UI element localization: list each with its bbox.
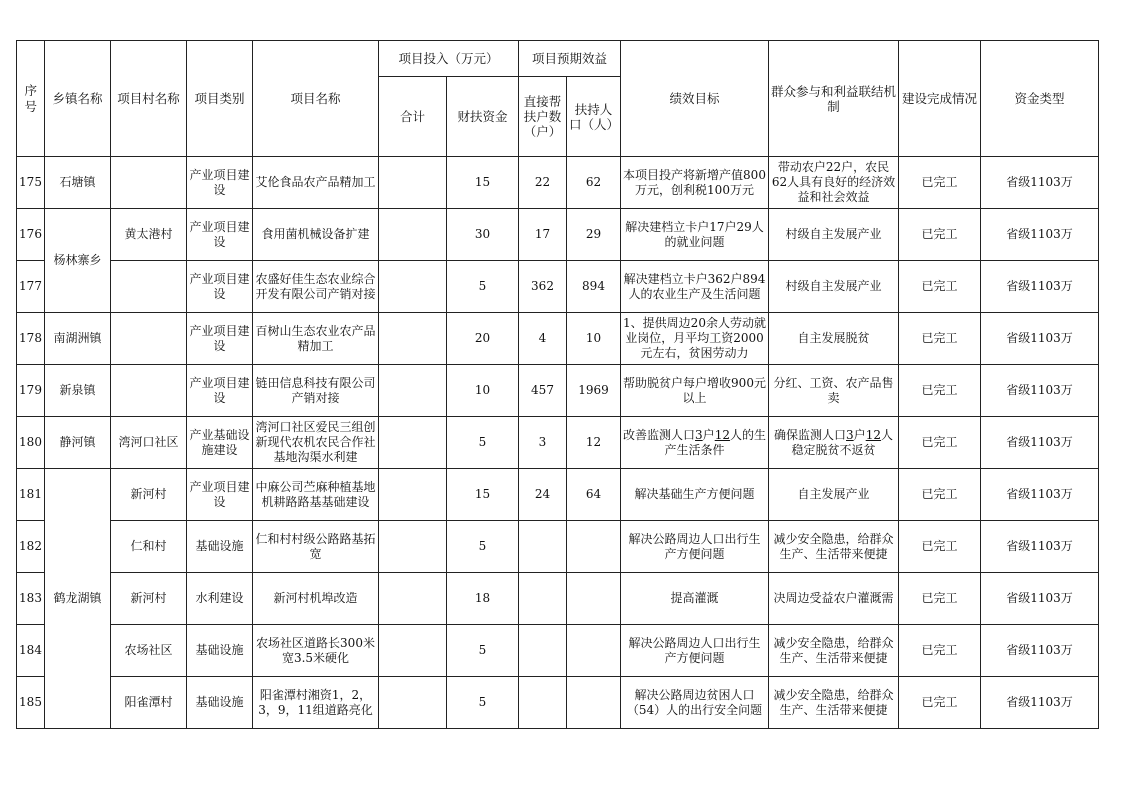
cell-status: 已完工 bbox=[899, 365, 981, 417]
cell-seq: 185 bbox=[17, 677, 45, 729]
cell-category: 基础设施 bbox=[187, 625, 253, 677]
cell-fund-type: 省级1103万 bbox=[981, 417, 1099, 469]
cell-category: 产业项目建设 bbox=[187, 313, 253, 365]
cell-seq: 183 bbox=[17, 573, 45, 625]
cell-goal: 提高灌溉 bbox=[621, 573, 769, 625]
cell-category: 产业项目建设 bbox=[187, 261, 253, 313]
cell-town: 静河镇 bbox=[45, 417, 111, 469]
cell-fund-type: 省级1103万 bbox=[981, 521, 1099, 573]
header-village: 项目村名称 bbox=[111, 41, 187, 157]
cell-mechanism bbox=[769, 677, 899, 729]
cell-project: 农场社区道路长300米宽3.5米硬化 bbox=[253, 625, 379, 677]
header-people: 扶持人口（人） bbox=[567, 77, 621, 157]
cell-status: 已完工 bbox=[899, 521, 981, 573]
header-total: 合计 bbox=[379, 77, 447, 157]
cell-village bbox=[111, 261, 187, 313]
cell-fund: 5 bbox=[447, 677, 519, 729]
cell-goal: 解决公路周边人口出行生产方便问题 bbox=[621, 625, 769, 677]
cell-households: 22 bbox=[519, 157, 567, 209]
table-row bbox=[17, 209, 1099, 261]
cell-category: 产业基础设施建设 bbox=[187, 417, 253, 469]
cell-mechanism: 决周边受益农户灌溉需 bbox=[769, 573, 899, 625]
cell-fund: 5 bbox=[447, 261, 519, 313]
cell-total bbox=[379, 209, 447, 261]
cell-mechanism bbox=[769, 521, 899, 573]
goal-people: 12 bbox=[714, 427, 730, 442]
cell-households bbox=[519, 521, 567, 573]
cell-total bbox=[379, 625, 447, 677]
cell-people: 12 bbox=[567, 417, 621, 469]
mechanism-text: 减少安全隐患，给群众生产、生活带来便捷 bbox=[773, 635, 894, 665]
cell-category: 产业项目建设 bbox=[187, 365, 253, 417]
mechanism-text: 人稳定脱贫不返贫 bbox=[791, 427, 893, 457]
table-row bbox=[17, 469, 1099, 521]
cell-seq: 184 bbox=[17, 625, 45, 677]
cell-village: 黄太港村 bbox=[111, 209, 187, 261]
cell-project: 食用菌机械设备扩建 bbox=[253, 209, 379, 261]
cell-households: 24 bbox=[519, 469, 567, 521]
cell-fund: 10 bbox=[447, 365, 519, 417]
table-row bbox=[17, 261, 1099, 313]
cell-village bbox=[111, 313, 187, 365]
cell-people bbox=[567, 521, 621, 573]
cell-village: 农场社区 bbox=[111, 625, 187, 677]
cell-people bbox=[567, 677, 621, 729]
cell-households: 362 bbox=[519, 261, 567, 313]
table-row bbox=[17, 157, 1099, 209]
project-text: 湾河口社区爱民三组创新现代农机农民合作社基地沟渠水利建 bbox=[255, 420, 376, 464]
cell-people: 64 bbox=[567, 469, 621, 521]
cell-mechanism: 村级自主发展产业 bbox=[769, 261, 899, 313]
cell-mechanism bbox=[769, 625, 899, 677]
cell-people: 1969 bbox=[567, 365, 621, 417]
cell-fund-type: 省级1103万 bbox=[981, 365, 1099, 417]
cell-status: 已完工 bbox=[899, 261, 981, 313]
cell-fund-type: 省级1103万 bbox=[981, 261, 1099, 313]
cell-households: 4 bbox=[519, 313, 567, 365]
cell-village: 新河村 bbox=[111, 469, 187, 521]
cell-mechanism bbox=[769, 417, 899, 469]
cell-people bbox=[567, 625, 621, 677]
header-project: 项目名称 bbox=[253, 41, 379, 157]
cell-category: 基础设施 bbox=[187, 677, 253, 729]
cell-category: 产业项目建设 bbox=[187, 469, 253, 521]
cell-total bbox=[379, 521, 447, 573]
mechanism-text: 减少安全隐患，给群众生产、生活带来便捷 bbox=[773, 531, 894, 561]
cell-status: 已完工 bbox=[899, 313, 981, 365]
table-row bbox=[17, 521, 1099, 573]
cell-seq: 177 bbox=[17, 261, 45, 313]
cell-project bbox=[253, 261, 379, 313]
cell-fund: 20 bbox=[447, 313, 519, 365]
cell-village bbox=[111, 157, 187, 209]
cell-goal: 解决基础生产方便问题 bbox=[621, 469, 769, 521]
cell-goal bbox=[621, 417, 769, 469]
cell-goal bbox=[621, 313, 769, 365]
cell-seq: 180 bbox=[17, 417, 45, 469]
table-row bbox=[17, 625, 1099, 677]
cell-town: 石塘镇 bbox=[45, 157, 111, 209]
goal-text: 1、提供周边20余人劳动就业岗位，月平均工资2000元左右，贫困劳动力 bbox=[623, 316, 766, 360]
header-status: 建设完成情况 bbox=[899, 41, 981, 157]
cell-project: 链田信息科技有限公司产销对接 bbox=[253, 365, 379, 417]
cell-fund-type: 省级1103万 bbox=[981, 573, 1099, 625]
cell-mechanism: 村级自主发展产业 bbox=[769, 209, 899, 261]
header-seq: 序号 bbox=[17, 41, 45, 157]
header-fund-type: 资金类型 bbox=[981, 41, 1099, 157]
cell-goal bbox=[621, 209, 769, 261]
cell-category: 产业项目建设 bbox=[187, 209, 253, 261]
cell-seq: 182 bbox=[17, 521, 45, 573]
cell-fund: 5 bbox=[447, 521, 519, 573]
table-row bbox=[17, 313, 1099, 365]
cell-town: 杨林寨乡 bbox=[45, 209, 111, 313]
cell-fund: 5 bbox=[447, 625, 519, 677]
cell-seq: 179 bbox=[17, 365, 45, 417]
goal-households: 3 bbox=[695, 427, 703, 442]
cell-total bbox=[379, 677, 447, 729]
cell-status: 已完工 bbox=[899, 417, 981, 469]
cell-fund-type: 省级1103万 bbox=[981, 625, 1099, 677]
cell-people: 894 bbox=[567, 261, 621, 313]
goal-text: 本项目投产将新增产值800万元，创利税100万元 bbox=[623, 167, 766, 197]
cell-households bbox=[519, 625, 567, 677]
cell-households: 3 bbox=[519, 417, 567, 469]
cell-mechanism: 自主发展脱贫 bbox=[769, 313, 899, 365]
cell-status: 已完工 bbox=[899, 209, 981, 261]
cell-project bbox=[253, 417, 379, 469]
table-row bbox=[17, 677, 1099, 729]
header-benefit: 项目预期效益 bbox=[519, 41, 621, 77]
cell-fund: 15 bbox=[447, 157, 519, 209]
cell-households bbox=[519, 573, 567, 625]
cell-households bbox=[519, 677, 567, 729]
table-row bbox=[17, 573, 1099, 625]
table-row bbox=[17, 417, 1099, 469]
cell-project: 新河村机埠改造 bbox=[253, 573, 379, 625]
cell-fund-type: 省级1103万 bbox=[981, 209, 1099, 261]
cell-status: 已完工 bbox=[899, 157, 981, 209]
header-households: 直接帮扶户数（户） bbox=[519, 77, 567, 157]
cell-households: 457 bbox=[519, 365, 567, 417]
project-text: 中麻公司苎麻种植基地机耕路路基基础建设 bbox=[255, 479, 376, 509]
cell-people: 62 bbox=[567, 157, 621, 209]
header-goal: 绩效目标 bbox=[621, 41, 769, 157]
cell-fund-type: 省级1103万 bbox=[981, 469, 1099, 521]
cell-total bbox=[379, 573, 447, 625]
cell-fund: 30 bbox=[447, 209, 519, 261]
cell-project: 百树山生态农业农产品精加工 bbox=[253, 313, 379, 365]
cell-seq: 181 bbox=[17, 469, 45, 521]
cell-seq: 178 bbox=[17, 313, 45, 365]
cell-seq: 176 bbox=[17, 209, 45, 261]
cell-project: 阳雀潭村湘资1，2，3，9，11组道路亮化 bbox=[253, 677, 379, 729]
cell-fund: 18 bbox=[447, 573, 519, 625]
table-row bbox=[17, 365, 1099, 417]
mechanism-text: 确保监测人口 bbox=[774, 427, 847, 442]
header-mechanism: 群众参与和利益联结机制 bbox=[769, 41, 899, 157]
header-row-1 bbox=[17, 41, 1099, 77]
cell-category: 产业项目建设 bbox=[187, 157, 253, 209]
cell-total bbox=[379, 157, 447, 209]
cell-village: 新河村 bbox=[111, 573, 187, 625]
cell-total bbox=[379, 365, 447, 417]
cell-status: 已完工 bbox=[899, 677, 981, 729]
cell-village: 仁和村 bbox=[111, 521, 187, 573]
project-text: 农盛好佳生态农业综合开发有限公司产销对接 bbox=[255, 271, 376, 301]
cell-people: 29 bbox=[567, 209, 621, 261]
mechanism-households: 3 bbox=[846, 427, 854, 442]
cell-village: 阳雀潭村 bbox=[111, 677, 187, 729]
cell-town: 南湖洲镇 bbox=[45, 313, 111, 365]
goal-text: 解决建档立卡户362户894人的农业生产及生活问题 bbox=[623, 271, 766, 301]
cell-seq: 175 bbox=[17, 157, 45, 209]
mechanism-text: 带动农户22户，农民62人具有良好的经济效益和社会效益 bbox=[771, 160, 896, 204]
cell-status: 已完工 bbox=[899, 625, 981, 677]
cell-fund-type: 省级1103万 bbox=[981, 157, 1099, 209]
cell-project: 仁和村村级公路路基拓宽 bbox=[253, 521, 379, 573]
cell-fund: 5 bbox=[447, 417, 519, 469]
cell-goal: 帮助脱贫户每户增收900元以上 bbox=[621, 365, 769, 417]
cell-village bbox=[111, 365, 187, 417]
cell-goal bbox=[621, 157, 769, 209]
cell-households: 17 bbox=[519, 209, 567, 261]
goal-text: 改善监测人口 bbox=[623, 427, 696, 442]
cell-total bbox=[379, 469, 447, 521]
cell-town: 鹤龙湖镇 bbox=[45, 469, 111, 729]
cell-status: 已完工 bbox=[899, 573, 981, 625]
cell-mechanism bbox=[769, 157, 899, 209]
cell-fund-type: 省级1103万 bbox=[981, 677, 1099, 729]
cell-project: 艾伦食品农产品精加工 bbox=[253, 157, 379, 209]
goal-text: 人的生产生活条件 bbox=[664, 427, 766, 457]
cell-status: 已完工 bbox=[899, 469, 981, 521]
goal-text: 解决建档立卡户17户29人的就业问题 bbox=[625, 219, 764, 249]
cell-fund: 15 bbox=[447, 469, 519, 521]
cell-goal bbox=[621, 261, 769, 313]
cell-goal: 解决公路周边人口出行生产方便问题 bbox=[621, 521, 769, 573]
header-fund: 财扶资金 bbox=[447, 77, 519, 157]
cell-village: 湾河口社区 bbox=[111, 417, 187, 469]
cell-mechanism: 分红、工资、农产品售卖 bbox=[769, 365, 899, 417]
cell-category: 水利建设 bbox=[187, 573, 253, 625]
mechanism-text: 减少安全隐患，给群众生产、生活带来便捷 bbox=[773, 687, 894, 717]
header-category: 项目类别 bbox=[187, 41, 253, 157]
mechanism-people: 12 bbox=[865, 427, 881, 442]
cell-goal: 解决公路周边贫困人口（54）人的出行安全问题 bbox=[621, 677, 769, 729]
cell-project bbox=[253, 469, 379, 521]
goal-text: 户 bbox=[702, 427, 715, 442]
cell-total bbox=[379, 313, 447, 365]
header-town: 乡镇名称 bbox=[45, 41, 111, 157]
mechanism-text: 户 bbox=[853, 427, 866, 442]
cell-mechanism: 自主发展产业 bbox=[769, 469, 899, 521]
header-investment: 项目投入（万元） bbox=[379, 41, 519, 77]
cell-total bbox=[379, 261, 447, 313]
cell-town: 新泉镇 bbox=[45, 365, 111, 417]
cell-category: 基础设施 bbox=[187, 521, 253, 573]
cell-people: 10 bbox=[567, 313, 621, 365]
cell-total bbox=[379, 417, 447, 469]
cell-fund-type: 省级1103万 bbox=[981, 313, 1099, 365]
cell-people bbox=[567, 573, 621, 625]
project-table bbox=[16, 40, 1099, 729]
